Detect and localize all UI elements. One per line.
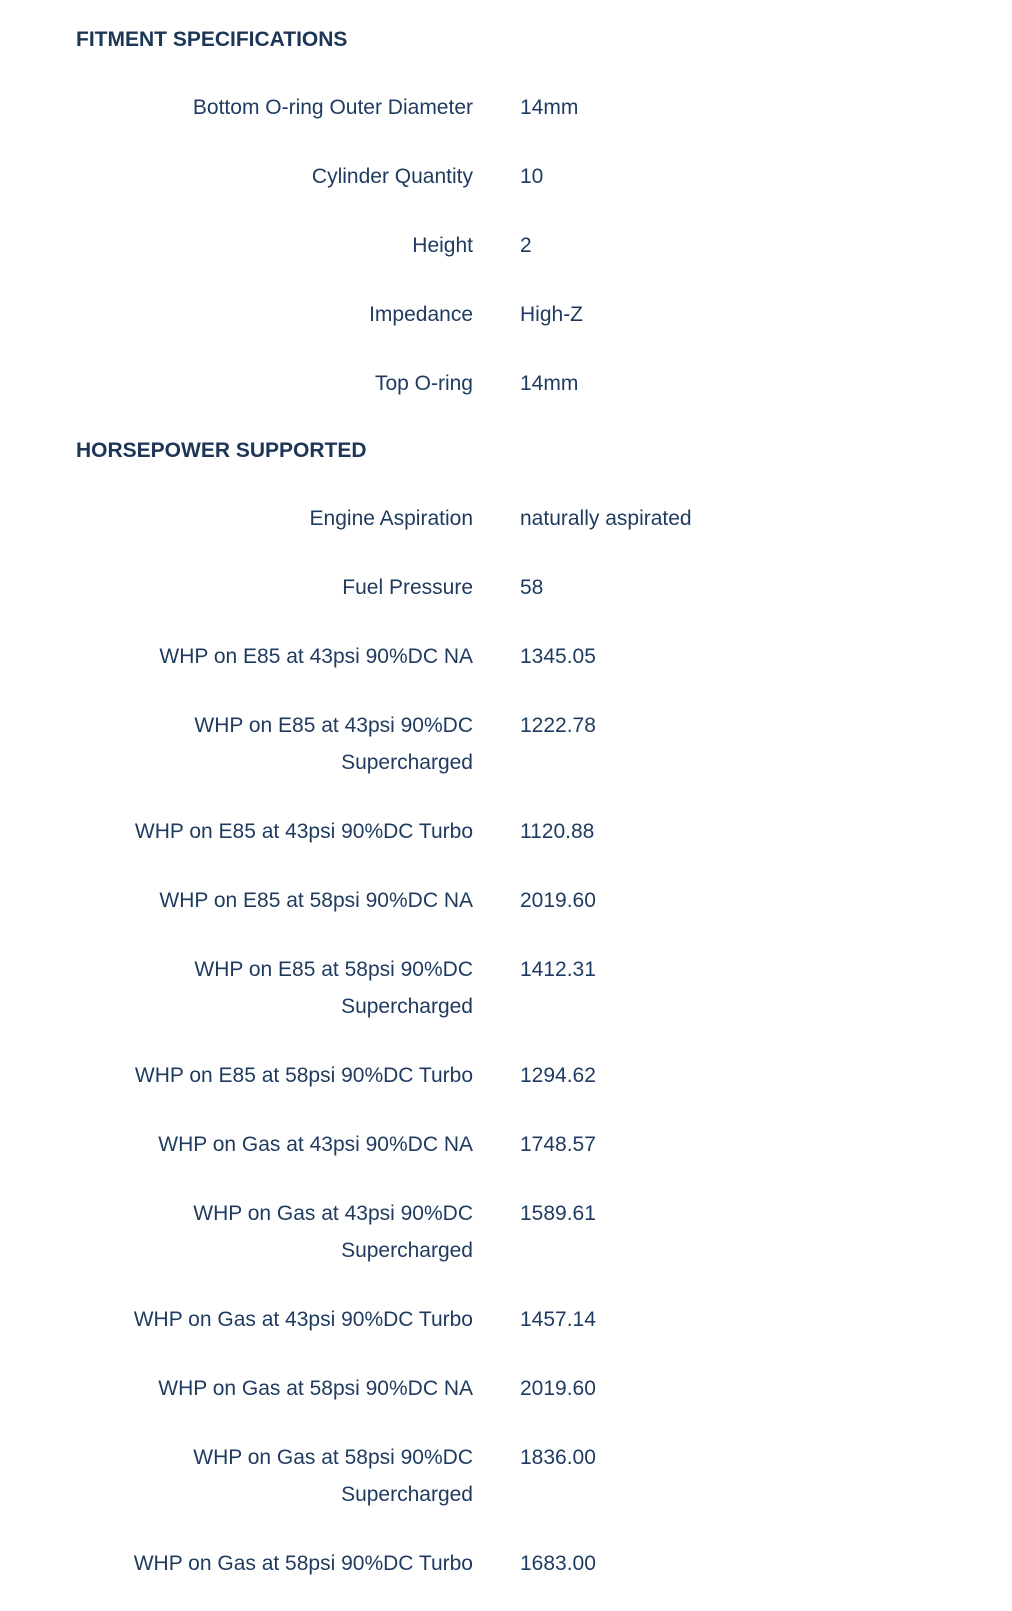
- spec-label: Cylinder Quantity: [311, 165, 473, 188]
- spec-row: [0, 1545, 1000, 1582]
- spec-label: WHP on E85 at 58psi 90%DC NA: [159, 889, 473, 912]
- spec-row: [0, 1195, 1000, 1269]
- horsepower-supported-section: [0, 431, 1012, 1582]
- spec-label: WHP on Gas at 58psi 90%DC NA: [158, 1377, 473, 1400]
- spec-label: WHP on E85 at 43psi 90%DC Turbo: [134, 820, 473, 843]
- spec-row: [0, 89, 1000, 126]
- fitment-spec-table: [0, 89, 1000, 402]
- spec-label: WHP on E85 at 43psi 90%DC NA: [159, 645, 473, 668]
- spec-row: [0, 882, 1000, 919]
- spec-value: naturally aspirated: [520, 507, 692, 530]
- spec-row: [0, 951, 1000, 1025]
- spec-row: [0, 1126, 1000, 1163]
- spec-label: WHP on Gas at 58psi 90%DC Turbo: [133, 1552, 473, 1575]
- spec-value: 1294.62: [520, 1064, 596, 1087]
- spec-value: 2: [520, 234, 532, 257]
- spec-label: WHP on E85 at 58psi 90%DC Supercharged: [194, 958, 473, 1018]
- spec-value: 1120.88: [520, 820, 595, 843]
- spec-row: [0, 1057, 1000, 1094]
- spec-value: 14mm: [520, 96, 579, 119]
- section-title-fitment: FITMENT SPECIFICATIONS: [76, 28, 348, 51]
- spec-row: [0, 569, 1000, 606]
- spec-row: [0, 638, 1000, 675]
- spec-value: 1683.00: [520, 1552, 596, 1575]
- spec-row: [0, 813, 1000, 850]
- spec-label: WHP on Gas at 58psi 90%DC Supercharged: [193, 1446, 473, 1506]
- spec-value: 1589.61: [520, 1202, 596, 1225]
- spec-row: [0, 707, 1000, 781]
- spec-value: 14mm: [520, 372, 579, 395]
- spec-value: 58: [520, 576, 544, 599]
- spec-label: WHP on E85 at 58psi 90%DC Turbo: [134, 1064, 473, 1087]
- spec-row: [0, 296, 1000, 333]
- spec-row: [0, 365, 1000, 402]
- spec-label: Engine Aspiration: [309, 507, 473, 530]
- spec-label: Impedance: [369, 303, 473, 326]
- spec-value: 1457.14: [520, 1308, 596, 1331]
- spec-label: WHP on Gas at 43psi 90%DC Supercharged: [193, 1202, 473, 1262]
- spec-label: Height: [412, 234, 473, 257]
- horsepower-spec-table: [0, 500, 1000, 1582]
- spec-row: [0, 500, 1000, 537]
- fitment-specifications-section: [0, 0, 1012, 402]
- spec-row: [0, 227, 1000, 264]
- spec-value: 10: [520, 165, 544, 188]
- spec-value: 1412.31: [520, 958, 596, 981]
- spec-value: 1345.05: [520, 645, 596, 668]
- spec-label: Top O-ring: [374, 372, 473, 395]
- spec-value: 2019.60: [520, 1377, 596, 1400]
- spec-row: [0, 1370, 1000, 1407]
- spec-row: [0, 1439, 1000, 1513]
- spec-value: High-Z: [520, 303, 584, 326]
- spec-value: 1836.00: [520, 1446, 596, 1469]
- spec-label: WHP on Gas at 43psi 90%DC NA: [158, 1133, 473, 1156]
- spec-row: [0, 158, 1000, 195]
- spec-value: 1748.57: [520, 1133, 596, 1156]
- spec-label: WHP on E85 at 43psi 90%DC Supercharged: [194, 714, 473, 774]
- spec-value: 2019.60: [520, 889, 596, 912]
- spec-label: WHP on Gas at 43psi 90%DC Turbo: [133, 1308, 473, 1331]
- section-title-horsepower: HORSEPOWER SUPPORTED: [76, 439, 367, 462]
- spec-row: [0, 1301, 1000, 1338]
- spec-value: 1222.78: [520, 714, 596, 737]
- spec-label: Bottom O-ring Outer Diameter: [192, 96, 473, 119]
- spec-label: Fuel Pressure: [342, 576, 473, 599]
